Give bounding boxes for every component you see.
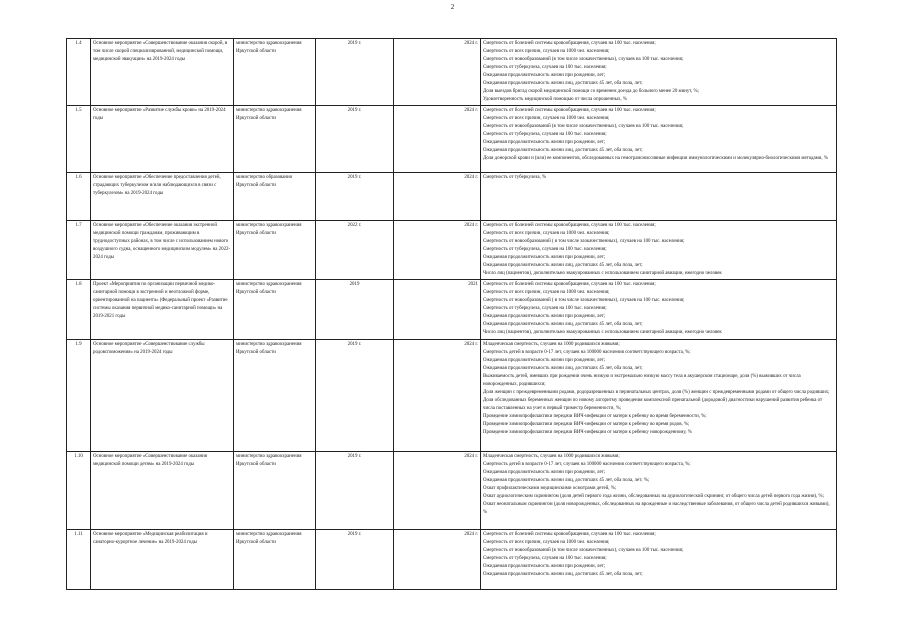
indicator-line: Охват профилактическими медицинскими осмотрами детей, %;: [483, 486, 617, 491]
table-row: [67, 452, 837, 530]
indicators: [481, 221, 837, 280]
indicator-line: Смертность от болезней системы кровообращения, случаев на 100 тыс. населения;: [483, 532, 656, 537]
indicators: [481, 106, 837, 173]
program-table: [66, 38, 837, 590]
start-year: 2019: [316, 280, 394, 340]
indicator-line: Ожидаемая продолжительность жизни при рождении, лет;: [483, 564, 606, 569]
start-year: 2019 г.: [316, 530, 394, 590]
table-row: [67, 221, 837, 280]
indicator-line: Ожидаемая продолжительность жизни лиц, достигших 45 лет, оба пола, лет;: [483, 263, 643, 268]
indicator-line: Смертность от новообразований (в том числе злокачественных), случаев на 100 тыс. населения;: [483, 548, 684, 553]
activity-name: Проект «Мероприятия по организации первичной медико-санитарной помощи в экстренной и неотложной форме, ориентированной на пациента» (Федеральный проект «Развитие системы оказания первичной медико-санитарной помощи» на 2019-2021 годы: [91, 280, 234, 340]
indicator-line: Смертность от болезней системы кровообращения, случаев на 100 тыс. населения;: [483, 108, 656, 113]
indicator-line: Смертность от новообразований ( в том числе злокачественных), случаев на 100 тыс. населения;: [483, 298, 685, 303]
row-number: 1.6: [67, 173, 91, 221]
indicator-line: Младенческая смертность, случаев на 1000 родившихся живыми;: [483, 454, 620, 459]
indicator-line: Смертность от туберкулеза, случаев на 100 тыс. населения;: [483, 132, 607, 137]
indicators: [481, 340, 837, 452]
start-year: 2019 г.: [316, 340, 394, 452]
row-number: 1.5: [67, 106, 91, 173]
indicator-line: Смертность от болезней системы кровообращения, случаев на 100 тыс. населения;: [483, 41, 656, 46]
activity-name: Основное мероприятие «Совершенствование оказания скорой, в том числе скорой специализированной, медицинской помощи, медицинской эвакуации» на 2019-2024 годы: [91, 39, 234, 106]
indicator-line: Выживаемость детей, имевших при рождении очень низкую и экстремально низкую массу тела в акушерском стационаре, доля (%) выживших от числа новорожденных, родившихся;: [483, 374, 801, 387]
indicator-line: Смертность детей в возрасте 0-17 лет, случаев на 100000 населения соответствующего возраста, %;: [483, 462, 691, 467]
indicator-line: Ожидаемая продолжительность жизни при рождении, лет;: [483, 73, 606, 78]
end-year: 2024 г.: [394, 530, 481, 590]
row-number: 1.9: [67, 340, 91, 452]
indicator-line: Смертность от всех причин, случаев на 1000 чел. населения;: [483, 290, 610, 295]
indicator-line: Смертность от всех причин, случаев на 1000 чел. населения;: [483, 231, 610, 236]
executor: министерство здравоохранения Иркутской области: [234, 530, 316, 590]
end-year: 2021: [394, 280, 481, 340]
activity-name: Основное мероприятие «Совершенствование оказания медицинской помощи детям» на 2019-2024 годы: [91, 452, 234, 530]
indicator-line: Ожидаемая продолжительность жизни лиц, достигших 45 лет, оба пола, лет; %;: [483, 478, 650, 483]
indicator-line: Смертность от туберкулеза, %: [483, 175, 547, 180]
indicator-line: Младенческая смертность, случаев на 1000 родившихся живыми;: [483, 342, 620, 347]
table-row: [67, 530, 837, 590]
executor: министерство образования Иркутской области: [234, 173, 316, 221]
row-number: 1.8: [67, 280, 91, 340]
indicator-line: Ожидаемая продолжительность жизни лиц, достигших 45 лет, оба пола, лет;: [483, 572, 643, 577]
row-number: 1.4: [67, 39, 91, 106]
table-row: [67, 173, 837, 221]
indicator-line: Смертность от туберкулеза, случаев на 100 тыс. населения;: [483, 306, 607, 311]
row-number: 1.11: [67, 530, 91, 590]
indicator-line: Удовлетворенность медицинской помощью от числа опрошенных, %: [483, 97, 627, 102]
indicator-line: Доля женщин с преждевременными родами, родоразрешенных в перинатальных центрах, доля (%) женщин с преждевременными родами от общего числа родивших;: [483, 390, 830, 395]
activity-name: Основное мероприятие «Обеспечение предоставления детей, страдающих туберкулезом и/или наблюдающихся в связи с туберкулезом» на 2019-2024 годы: [91, 173, 234, 221]
start-year: 2019 г.: [316, 106, 394, 173]
executor: министерство здравоохранения Иркутской области: [234, 452, 316, 530]
indicator-line: Смертность от всех причин, случаев на 1000 чел. населения;: [483, 116, 610, 121]
row-number: 1.10: [67, 452, 91, 530]
page-number: 2: [450, 3, 455, 11]
indicator-line: Ожидаемая продолжительность жизни при рождении, лет;: [483, 255, 606, 260]
end-year: 2024 г.: [394, 39, 481, 106]
table-row: [67, 106, 837, 173]
executor: министерство здравоохранения Иркутской области: [234, 39, 316, 106]
indicator-line: Ожидаемая продолжительность жизни лиц, достигших 45 лет, оба пола, лет;: [483, 322, 643, 327]
start-year: 2019 г.: [316, 39, 394, 106]
indicator-line: Смертность от новообразований ( в том числе злокачественных), случаев на 100 тыс. населения;: [483, 239, 685, 244]
table-row: [67, 280, 837, 340]
executor: министерство здравоохранения Иркутской области: [234, 280, 316, 340]
indicator-line: Смертность от всех причин, случаев на 1000 чел. населения;: [483, 540, 610, 545]
indicator-line: Доля донорской крови и (или) ее компонентов, обследованных на гемотрансмиссивные инфекции иммунологическими и молекулярно-биологическими методами, %: [483, 156, 828, 161]
executor: министерство здравоохранения Иркутской области: [234, 106, 316, 173]
executor: министерство здравоохранения Иркутской области: [234, 221, 316, 280]
end-year: 2024 г.: [394, 173, 481, 221]
indicator-line: Ожидаемая продолжительность жизни лиц, достигших 45 лет, оба пола, лет;: [483, 366, 643, 371]
indicator-line: Ожидаемая продолжительность жизни лиц, достигших 45 лет, оба пола, лет;: [483, 148, 643, 153]
end-year: 2024 г.: [394, 340, 481, 452]
indicators: [481, 39, 837, 106]
table-row: [67, 340, 837, 452]
indicator-line: Доля обследованных беременных женщин по новому алгоритму проведения комплексной пренатальной (дородовой) диагностики нарушений развития ребенка от числа поставленных на учет в первый триместр беременности, %;: [483, 398, 823, 411]
indicator-line: Смертность от туберкулеза, случаев на 100 тыс. населения;: [483, 65, 607, 70]
indicator-line: Охват аудиологическим скринингом (доля детей первого года жизни, обследованных на аудиологический скрининг, от общего числа детей первого года жизни), %;: [483, 494, 824, 499]
activity-name: Основное мероприятие «Медицинская реабилитация и санаторно-курортное лечение» на 2019-2024 годы: [91, 530, 234, 590]
indicator-line: Смертность от новообразований (в том числе злокачественных), случаев на 100 тыс. населения;: [483, 124, 684, 129]
indicators: [481, 530, 837, 590]
indicators: [481, 452, 837, 530]
indicator-line: Ожидаемая продолжительность жизни лиц, достигших 45 лет, оба пола, лет;: [483, 81, 643, 86]
executor: министерство здравоохранения Иркутской области: [234, 340, 316, 452]
indicator-line: Ожидаемая продолжительность жизни при рождении, лет;: [483, 140, 606, 145]
indicators: [481, 280, 837, 340]
end-year: 2024 г.: [394, 106, 481, 173]
indicator-line: Смертность детей в возрасте 0-17 лет, случаев на 100000 населения соответствующего возраста, %;: [483, 350, 691, 355]
table-row: [67, 39, 837, 106]
start-year: 2019 г.: [316, 173, 394, 221]
end-year: 2024 г.: [394, 221, 481, 280]
indicator-line: Охват неонатальным скринингом (доля новорожденных, обследованных на врожденные и наследственные заболевания, от общего числа детей родившихся живыми), %: [483, 502, 830, 515]
row-number: 1.7: [67, 221, 91, 280]
indicator-line: Доля выездов бригад скорой медицинской помощи со временем доезда до больного менее 20 минут, %;: [483, 89, 699, 94]
indicator-line: Смертность от туберкулеза, случаев на 100 тыс. населения;: [483, 247, 607, 252]
activity-name: Основное мероприятие «Развитие службы крови» на 2019-2024 годы: [91, 106, 234, 173]
indicator-line: Проведение химиопрофилактики передачи ВИЧ-инфекции от матери к ребенку новорожденному, %: [483, 430, 692, 435]
indicator-line: Смертность от всех причин, случаев на 1000 чел. населения;: [483, 49, 610, 54]
indicator-line: Ожидаемая продолжительность жизни при рождении, лет;: [483, 358, 606, 363]
table-body: [67, 39, 837, 590]
indicator-line: Смертность от болезней системы кровообращения, случаев на 100 тыс. населения;: [483, 282, 656, 287]
start-year: 2022 г.: [316, 221, 394, 280]
indicator-line: Проведение химиопрофилактики передачи ВИЧ-инфекции от матери к ребенку во время беременности, %;: [483, 414, 707, 419]
indicator-line: Ожидаемая продолжительность жизни при рождении, лет;: [483, 314, 606, 319]
end-year: 2024 г.: [394, 452, 481, 530]
indicator-line: Проведение химиопрофилактики передачи ВИЧ-инфекции от матери к ребенку во время родов, %;: [483, 422, 690, 427]
indicator-line: Смертность от новообразований (в том числе злокачественных), случаев на 100 тыс. населения;: [483, 57, 684, 62]
indicator-line: Смертность от туберкулеза, случаев на 100 тыс. населения;: [483, 556, 607, 561]
indicator-line: Ожидаемая продолжительность жизни при рождении, лет;: [483, 470, 606, 475]
indicator-line: Смертность от болезней системы кровообращения, случаев на 100 тыс. населения;: [483, 223, 656, 228]
indicator-line: Число лиц (пациентов), дополнительно эвакуированных с использованием санитарной авиации, ежегодно человек: [483, 271, 722, 276]
activity-name: Основное мероприятие «Обеспечение оказания экстренной медицинской помощи гражданам, проживающим в труднодоступных районах, в том числе с использованием нового воздушного судна, оснащенного медицинским модулем» на 2022-2024 годы: [91, 221, 234, 280]
activity-name: Основное мероприятие «Совершенствование службы родовспоможения» на 2019-2024 годы: [91, 340, 234, 452]
indicator-line: Число лиц (пациентов), дополнительно эвакуированных с использованием санитарной авиации, ежегодно человек: [483, 330, 722, 335]
start-year: 2019 г.: [316, 452, 394, 530]
indicators: [481, 173, 837, 221]
